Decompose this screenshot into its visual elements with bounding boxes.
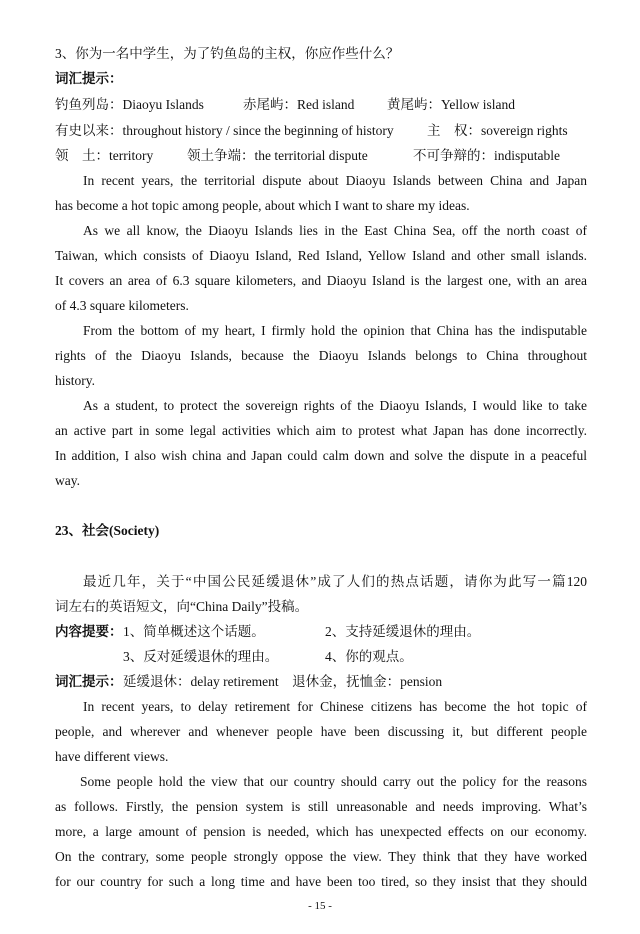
vocab-item: 领 土：territory (55, 148, 154, 163)
point-item: 4、你的观点。 (325, 649, 413, 664)
essay-line: In recent years, the territorial dispute about Diaoyu Islands between China and Japan (83, 173, 587, 188)
vocab-item: 延缓退休：delay retirement 退休金，抚恤金：pension (123, 674, 443, 689)
essay-line: Taiwan, which consists of Diaoyu Island, Red Island, Yellow Island and other small islands. (55, 248, 587, 263)
prompt-line: 词左右的英语短文，向“China Daily”投稿。 (55, 599, 309, 614)
question-title: 3、你为一名中学生，为了钓鱼岛的主权，你应作些什么？ (55, 46, 400, 61)
vocab-item: 钓鱼列岛：Diaoyu Islands (55, 97, 204, 112)
vocab-item: 赤尾屿：Red island (243, 97, 355, 112)
essay-line: In recent years, to delay retirement for Chinese citizens has become the hot topic of (83, 699, 587, 714)
vocab-label: 词汇提示： (55, 674, 123, 689)
vocab-row (55, 147, 587, 165)
essay-line: As a student, to protect the sovereign rights of the Diaoyu Islands, I would like to take (83, 398, 587, 413)
section-heading: 23、社会(Society) (55, 523, 160, 538)
points-row (55, 623, 587, 641)
vocab-row (55, 673, 587, 691)
essay-line: an active part in some legal activities which aim to protest what Japan has done incorrectly. (55, 423, 587, 438)
vocab-item: 有史以来：throughout history / since the beginning of history (55, 123, 394, 138)
essay-line: history. (55, 373, 95, 388)
point-item: 3、反对延缓退休的理由。 (123, 649, 279, 664)
essay-line: On the contrary, some people strongly oppose the view. They think that they have worked (55, 849, 587, 864)
essay-line: as follows. Firstly, the pension system is still unreasonable and needs improving. What’s (55, 799, 587, 814)
essay-line: of 4.3 square kilometers. (55, 298, 189, 313)
essay-line: As we all know, the Diaoyu Islands lies in the East China Sea, off the north coast of (83, 223, 587, 238)
essay-line: has become a hot topic among people, about which I want to share my ideas. (55, 198, 470, 213)
point-item: 1、简单概述这个话题。 (123, 624, 265, 639)
point-item: 2、支持延缓退休的理由。 (325, 624, 481, 639)
vocab-row (55, 122, 587, 140)
points-row (55, 648, 587, 666)
vocab-item: 主 权：sovereign rights (427, 123, 568, 138)
essay-line: more, a large amount of pension is needed, which has unexpected effects on our economy. (55, 824, 587, 839)
page-number: - 15 - (308, 900, 332, 912)
essay-line: In addition, I also wish china and Japan could calm down and solve the dispute in a peaceful (55, 448, 587, 463)
essay-line: for our country for such a long time and have been too tired, so they insist that they should (55, 874, 587, 889)
prompt-line: 最近几年，关于“中国公民延缓退休”成了人们的热点话题，请你为此写一篇120 (83, 574, 587, 589)
essay-line: have different views. (55, 749, 169, 764)
vocab-item: 领土争端：the territorial dispute (187, 148, 368, 163)
essay-line: people, and wherever and whenever people have been discussing it, but different people (55, 724, 587, 739)
vocab-item: 黄尾屿：Yellow island (387, 97, 516, 112)
essay-line: It covers an area of 6.3 square kilometers, and Diaoyu Island is the largest one, with an area (55, 273, 587, 288)
essay-line: Some people hold the view that our country should carry out the policy for the reasons (80, 774, 587, 789)
essay-line: From the bottom of my heart, I firmly hold the opinion that China has the indisputable (83, 323, 587, 338)
points-label: 内容提要： (55, 624, 123, 639)
essay-line: way. (55, 473, 80, 488)
vocab-label: 词汇提示： (55, 71, 123, 86)
essay-line: rights of the Diaoyu Islands, because the Diaoyu Islands belongs to China throughout (55, 348, 587, 363)
vocab-row (55, 96, 587, 114)
vocab-item: 不可争辩的：indisputable (413, 148, 560, 163)
